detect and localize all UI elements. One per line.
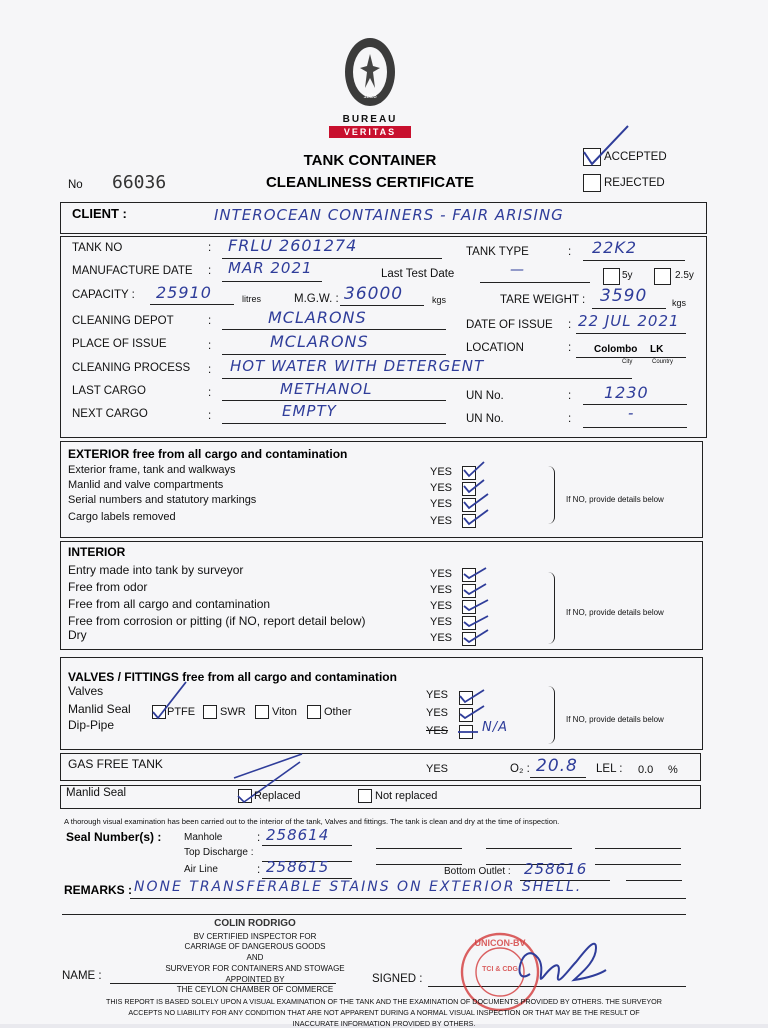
exterior-ticks-icon — [460, 458, 500, 530]
interior-yes: YES — [430, 616, 453, 628]
exterior-item: Exterior frame, tank and walkways — [68, 464, 236, 476]
country-caption: Country — [652, 359, 674, 365]
not-replaced-label: Not replaced — [375, 790, 438, 802]
interior-note: If NO, provide details below — [566, 608, 664, 617]
mgw-label: M.G.W. : — [294, 293, 339, 305]
client-label: CLIENT : — [72, 206, 127, 221]
exterior-note: If NO, provide details below — [566, 495, 664, 504]
un-last-label: UN No. — [466, 390, 504, 402]
swr-label: SWR — [220, 706, 246, 718]
manhole-value: 258614 — [266, 826, 330, 844]
interior-item: Dry — [68, 628, 87, 642]
city-caption: City — [622, 359, 633, 365]
test-25y-label: 2.5y — [675, 270, 694, 281]
footer-disclaimer-3: INACCURATE INFORMATION PROVIDED BY OTHERS. — [292, 1019, 476, 1028]
top-discharge-label: Top Discharge : — [184, 847, 254, 858]
valves-yes-struck: YES — [426, 725, 449, 737]
interior-item: Entry made into tank by surveyor — [68, 563, 244, 577]
gas-free-label: GAS FREE TANK — [68, 757, 163, 771]
inspector-line: SURVEYOR FOR CONTAINERS AND STOWAGE — [165, 964, 345, 973]
client-value: INTEROCEAN CONTAINERS - FAIR ARISING — [214, 206, 564, 224]
remarks-value: NONE TRANSFERABLE STAINS ON EXTERIOR SHELL. — [134, 879, 583, 895]
place-value: MCLARONS — [270, 332, 369, 351]
inspection-statement: A thorough visual examination has been carried out to the interior of the tank, Valves and fittings. The tank is clean and dry at the time of inspection. — [64, 817, 560, 826]
interior-item: Free from corrosion or pitting (if NO, report detail below) — [68, 614, 366, 628]
capacity-label: CAPACITY : — [72, 289, 135, 301]
interior-yes: YES — [430, 632, 453, 644]
un-next-value: - — [628, 404, 635, 422]
valves-item: Manlid Seal — [68, 702, 131, 716]
inspector-line: APPOINTED BY — [225, 975, 285, 984]
stamp-text: UNICON-BV — [474, 938, 526, 948]
litres-label: litres — [242, 294, 262, 304]
interior-yes: YES — [430, 568, 453, 580]
valves-yes: YES — [426, 689, 449, 701]
other-checkbox[interactable] — [307, 705, 321, 719]
cert-no-label: No — [68, 179, 83, 191]
process-label: CLEANING PROCESS — [72, 362, 191, 374]
bureau-veritas-logo — [340, 36, 400, 116]
o2-label: O₂ : — [510, 763, 530, 775]
tare-value: 3590 — [600, 286, 648, 306]
next-cargo-value: EMPTY — [282, 402, 337, 420]
other-label: Other — [324, 706, 352, 718]
interior-item: Free from all cargo and contamination — [68, 597, 271, 611]
tank-type-value: 22K2 — [592, 238, 638, 257]
test-5y-label: 5y — [622, 270, 633, 281]
process-value: HOT WATER WITH DETERGENT — [230, 357, 485, 375]
exterior-item: Cargo labels removed — [68, 511, 176, 523]
brand-bureau: BUREAU — [342, 114, 398, 125]
bottom-outlet-label: Bottom Outlet : — [444, 866, 511, 877]
next-cargo-label: NEXT CARGO — [72, 408, 148, 420]
city-value: Colombo — [594, 344, 638, 355]
handwritten-signature — [500, 928, 610, 998]
place-label: PLACE OF ISSUE — [72, 338, 167, 350]
footer-disclaimer-1: THIS REPORT IS BASED SOLELY UPON A VISUAL EXAMINATION OF THE TANK AND THE EXAMINATION OF DOCUMENTS PROVIDED BY OTHERS. THE SURVEYOR — [106, 997, 662, 1006]
gas-yes: YES — [426, 763, 449, 775]
location-label: LOCATION — [466, 342, 524, 354]
last-test-value: — — [510, 262, 525, 278]
mfg-date-label: MANUFACTURE DATE — [72, 265, 193, 277]
issue-date-label: DATE OF ISSUE — [466, 319, 553, 331]
air-line-value: 258615 — [266, 858, 330, 876]
issue-date-value: 22 JUL 2021 — [578, 312, 680, 330]
viton-checkbox[interactable] — [255, 705, 269, 719]
valves-title: VALVES / FITTINGS free from all cargo and contamination — [68, 670, 397, 684]
viton-label: Viton — [272, 706, 297, 718]
tare-label: TARE WEIGHT : — [500, 294, 586, 306]
exterior-yes: YES — [430, 466, 453, 478]
interior-yes: YES — [430, 584, 453, 596]
inspector-line: CARRIAGE OF DANGEROUS GOODS — [184, 942, 326, 951]
mgw-value: 36000 — [344, 284, 404, 304]
exterior-item: Serial numbers and statutory markings — [68, 494, 257, 506]
inspector-line: THE CEYLON CHAMBER OF COMMERCE — [176, 985, 334, 994]
last-test-label: Last Test Date — [381, 268, 455, 280]
brand-veritas: VERITAS — [329, 126, 411, 138]
inspector-line: BV CERTIFIED INSPECTOR FOR — [193, 932, 317, 941]
seal-numbers-label: Seal Number(s) : — [66, 830, 162, 844]
test-5y-checkbox[interactable] — [603, 268, 620, 285]
valves-item: Dip-Pipe — [68, 718, 115, 732]
depot-value: MCLARONS — [268, 308, 367, 327]
manlid-seal-label: Manlid Seal — [66, 787, 127, 799]
tank-type-label: TANK TYPE — [466, 246, 529, 258]
exterior-yes: YES — [430, 482, 453, 494]
lel-label: LEL : — [596, 763, 623, 775]
tare-kgs: kgs — [672, 298, 687, 308]
swr-checkbox[interactable] — [203, 705, 217, 719]
footer-disclaimer-2: ACCEPTS NO LIABILITY FOR ANY CONDITION THAT ARE NOT APPARENT DURING A NORMAL VISUAL INSPECTION OR THAT MAY BE THE RESULT OF — [128, 1008, 640, 1017]
last-cargo-value: METHANOL — [280, 380, 373, 398]
valves-note: If NO, provide details below — [566, 715, 664, 724]
dip-pipe-na: N/A — [482, 720, 508, 735]
name-label: NAME : — [62, 970, 102, 982]
lel-value: 0.0 — [638, 764, 654, 776]
accepted-label: ACCEPTED — [604, 151, 667, 163]
mgw-kgs: kgs — [432, 295, 447, 305]
last-cargo-label: LAST CARGO — [72, 385, 146, 397]
tank-no-label: TANK NO — [72, 242, 123, 254]
exterior-yes: YES — [430, 515, 453, 527]
bottom-outlet-value: 258616 — [524, 860, 588, 878]
interior-box — [60, 541, 703, 650]
test-25y-checkbox[interactable] — [654, 268, 671, 285]
exterior-brace — [548, 466, 555, 524]
inspector-line: AND — [246, 953, 264, 962]
remarks-label: REMARKS : — [64, 883, 132, 897]
signed-label: SIGNED : — [372, 973, 423, 985]
exterior-item: Manlid and valve compartments — [68, 479, 224, 491]
exterior-yes: YES — [430, 498, 453, 510]
valves-yes: YES — [426, 707, 449, 719]
interior-brace — [548, 572, 555, 644]
interior-yes: YES — [430, 600, 453, 612]
capacity-value: 25910 — [156, 283, 212, 302]
tank-no-value: FRLU 2601274 — [228, 236, 358, 255]
country-value: LK — [650, 344, 664, 355]
not-replaced-checkbox[interactable] — [358, 789, 372, 803]
stamp-inner: TCI & CDG — [482, 966, 518, 973]
title-line1: TANK CONTAINER — [303, 152, 437, 169]
logo-year: 1828 — [363, 94, 377, 100]
replaced-label: Replaced — [254, 790, 301, 802]
manhole-label: Manhole — [184, 832, 223, 843]
lel-pct: % — [668, 764, 678, 776]
ptfe-label: PTFE — [167, 706, 196, 718]
title-line2: CLEANLINESS CERTIFICATE — [265, 174, 475, 191]
interior-ticks-icon — [460, 562, 500, 646]
certificate-page: 1828 BUREAU VERITAS TANK CONTAINER CLEANLINESS CERTIFICATE No 66036 ACCEPTED REJECTED CLIENT : INTEROCEAN CONTAINERS - FAIR ARISING TANK NO : FRLU 2601274 TANK TYPE : 22K2 MANUFACTURE DATE : MAR 2021 Last Test Date — 5y 2.5y CAPACITY : 25910 litres M.G.W. : 36000 kgs TARE WEIGHT : 3590 kgs CLEANING DEPOT : MCLARONS DATE OF ISSUE : 22 JUL 2021 PLACE OF ISSUE : MCLARONS LOCATION : Colombo LK City Country CLEANING PROCESS : HOT WATER WITH DETERGENT LAST CARGO : METHANOL UN No. : 1230 NEXT CARGO : EMPTY UN No. : - EXTERIOR free from all cargo and contamination Exterior frame, tank and walkways Manlid and valve compartments Serial numbers and statutory markings Cargo labels removed YES YES YES YES If NO, provide details below INTERIOR Entry made into tank by surveyor Free from odor Free from all cargo and contamination Free from corrosion or pitting (if NO, report detail below) Dry YES YES YES YES YES If NO, provide details below VALVES / FITTINGS free from all cargo and contamination Valves Manlid Seal Dip-Pipe PTFE SWR Viton Other YES YES YES N/A If NO, provide details below GAS FREE TANK YES O₂ : 20.8 LEL : 0.0 % Manlid Seal Replaced Not replaced A thorough visual examination has been carried out to the interior of the tank, Valves and fittings. The tank is clean and dry at the time of inspection. Seal Number(s) : Manhole : 258614 Top Discharge : Air Line : 258615 Bottom Outlet : 258616 REMARKS : NONE TRANSFERABLE STAINS ON EXTERIOR SHELL. COLIN RODRIGO BV CERTIFIED INSPECTOR FOR CARRIAGE OF DANGEROUS GOODS AND SURVEYOR FOR CONTAINERS AND STOWAGE APPOINTED BY THE CEYLON CHAMBER OF COMMERCE NAME : SIGNED : UNICON-BV TCI & CDG THIS REPORT IS BASED SOLELY UPON A VISUAL EXAMINATION OF THE TANK AND THE EXAMINATION OF DOCUMENTS PROVIDED BY OTHERS. THE SURVEYOR ACCEPTS NO LIABILITY FOR ANY CONDITION THAT ARE NOT APPARENT DURING A NORMAL VISUAL INSPECTION OR THAT MAY BE THE RESULT OF INACCURATE INFORMATION PROVIDED BY OTHERS. — [0, 0, 768, 1024]
cert-no-value: 66036 — [112, 172, 167, 193]
rejected-checkbox[interactable] — [583, 174, 601, 192]
valves-item: Valves — [68, 684, 104, 698]
mfg-date-value: MAR 2021 — [228, 259, 313, 277]
exterior-title: EXTERIOR free from all cargo and contamination — [68, 447, 348, 461]
valves-brace — [548, 686, 555, 744]
rejected-label: REJECTED — [604, 177, 665, 189]
inspector-name: COLIN RODRIGO — [214, 918, 296, 929]
o2-value: 20.8 — [536, 756, 578, 776]
interior-title: INTERIOR — [68, 545, 126, 559]
depot-label: CLEANING DEPOT — [72, 315, 174, 327]
air-line-label: Air Line — [184, 864, 218, 875]
interior-item: Free from odor — [68, 580, 148, 594]
un-last-value: 1230 — [604, 383, 649, 402]
un-next-label: UN No. — [466, 413, 504, 425]
